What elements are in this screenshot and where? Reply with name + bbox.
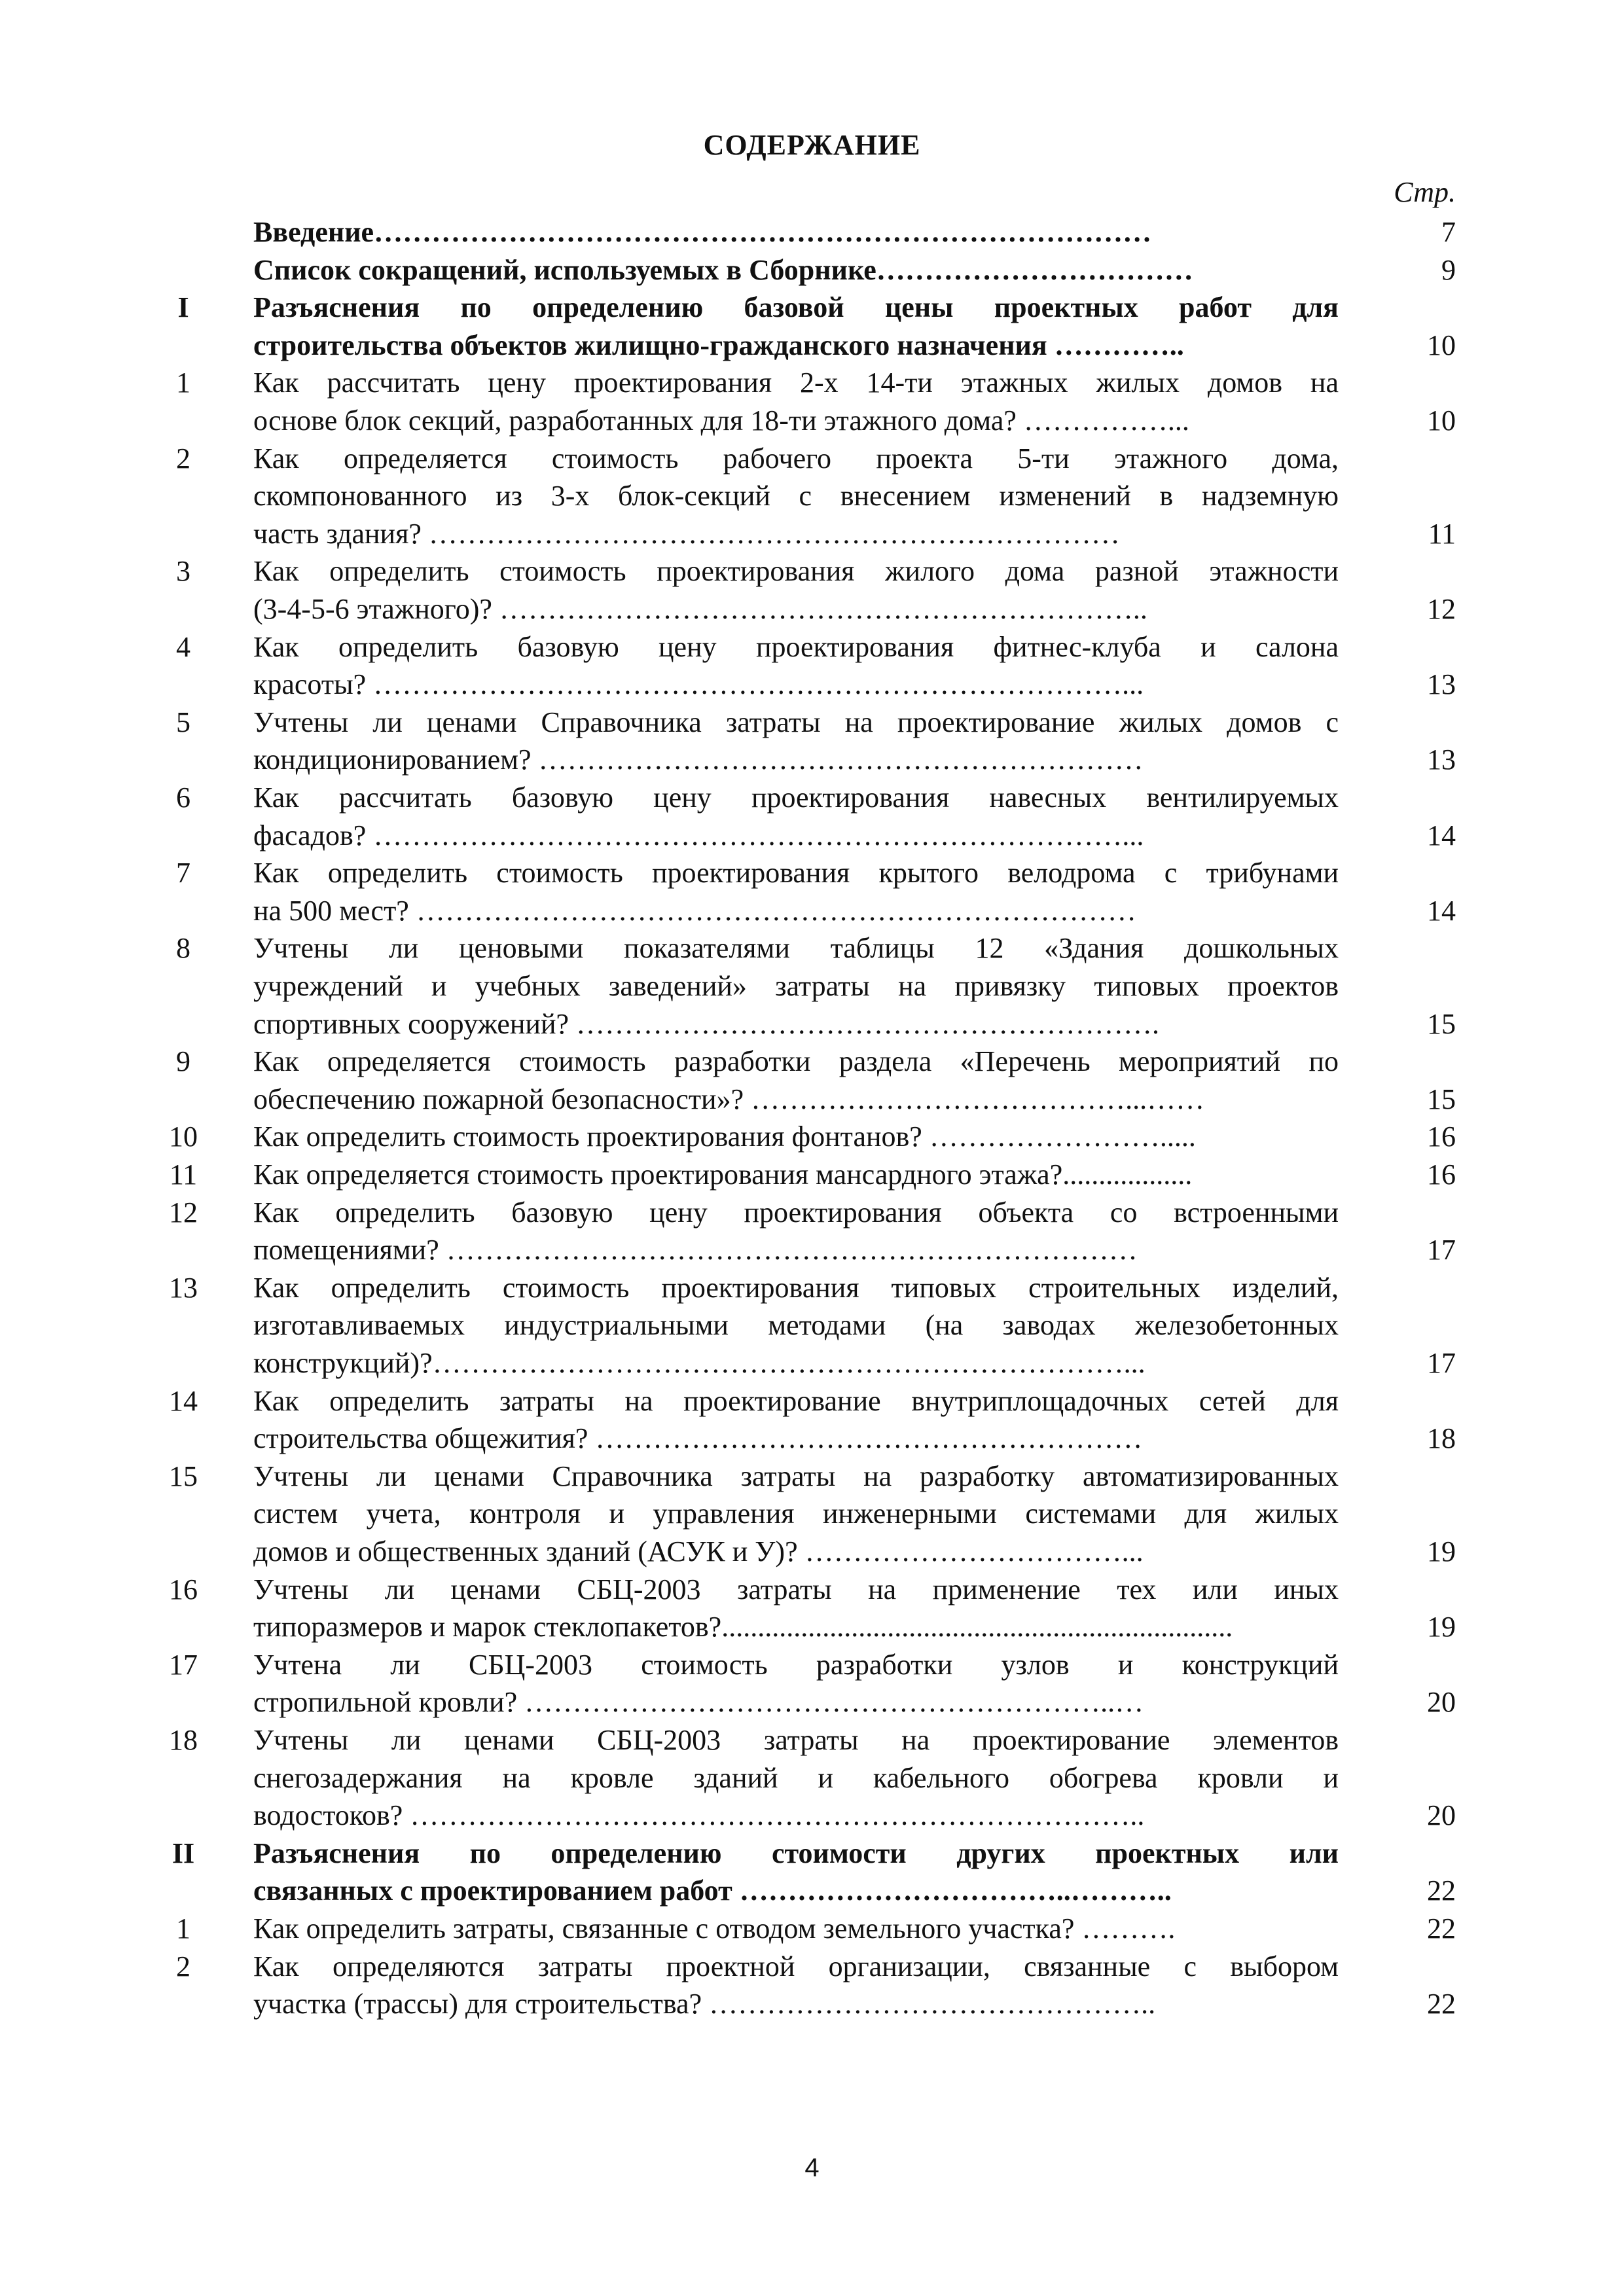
- toc-entry-page: 20: [1427, 1799, 1456, 1832]
- toc-entry: [0, 1646, 1624, 1721]
- toc-entry-line: помещениями? ………………………………………………………………: [253, 1234, 1138, 1266]
- toc-entry: [0, 1043, 1624, 1118]
- toc-entry-line: Список сокращений, используемых в Сборнике……………………………: [253, 253, 1193, 286]
- toc-entry-page: 12: [1427, 592, 1456, 625]
- toc-entry: [0, 1269, 1624, 1382]
- toc-entry: [0, 704, 1624, 779]
- toc-entry-line: связанных с проектированием работ ……………………………..………..: [253, 1874, 1172, 1907]
- toc-entry-line: Как определяются затраты проектной организации, связанные с выбором: [253, 1950, 1339, 1982]
- toc-entry: [0, 628, 1624, 704]
- toc-entry-line: Как определить базовую цену проектирования фитнес-клуба и салона: [253, 630, 1339, 663]
- toc-entry-line: основе блок секций, разработанных для 18-ти этажного дома? ……………...: [253, 404, 1189, 437]
- toc-entry-line: Как определяется стоимость проектирования мансардного этажа?..................: [253, 1158, 1193, 1191]
- toc-entry-line: Как определяется стоимость рабочего проекта 5-ти этажного дома,: [253, 442, 1339, 475]
- toc-entry-line: часть здания? ………………………………………………………………: [253, 517, 1120, 550]
- toc-entry-line: обеспечению пожарной безопасности»? …………………………………...……: [253, 1083, 1205, 1115]
- toc-entry-text: [253, 854, 1339, 929]
- toc-entry-text: [253, 1194, 1339, 1269]
- toc-entry-line: снегозадержания на кровле зданий и кабельного обогрева кровли и: [253, 1761, 1339, 1794]
- toc-entry-line: Как определить стоимость проектирования жилого дома разной этажности: [253, 555, 1339, 588]
- toc-entry-number: I: [177, 291, 189, 324]
- toc-entry-text: [253, 1156, 1339, 1194]
- toc-entry-number: 11: [169, 1158, 198, 1191]
- toc-entry: [0, 1948, 1624, 2023]
- toc-entry: [0, 1571, 1624, 1646]
- toc-entry-line: Как рассчитать базовую цену проектирования навесных вентилируемых: [253, 781, 1339, 814]
- toc-entry-page: 20: [1427, 1686, 1456, 1719]
- toc-entry-text: [253, 1269, 1339, 1382]
- toc-entry-number: 6: [176, 781, 190, 814]
- toc-entry: [0, 364, 1624, 439]
- toc-entry-line: стропильной кровли? ……………………………………………………..…: [253, 1686, 1144, 1719]
- toc-entry-page: 15: [1427, 1007, 1456, 1040]
- toc-entry-line: на 500 мест? …………………………………………………………………: [253, 894, 1136, 927]
- toc-entry-line: фасадов? ……………………………………………………………………...: [253, 819, 1144, 852]
- toc-entry-line: скомпонованного из 3-х блок-секций с внесением изменений в надземную: [253, 480, 1339, 512]
- toc-entry-number: 17: [169, 1648, 198, 1681]
- toc-entry-line: спортивных сооружений? …………………………………………………….: [253, 1007, 1160, 1040]
- toc-entry-number: 16: [169, 1573, 198, 1605]
- toc-entry-line: Учтены ли ценами СБЦ-2003 затраты на применение тех или иных: [253, 1573, 1339, 1605]
- toc-entry-line: Как определить стоимость проектирования типовых строительных изделий,: [253, 1271, 1339, 1304]
- toc-entry-number: 18: [169, 1724, 198, 1756]
- toc-entry-page: 17: [1427, 1346, 1456, 1379]
- toc-entry: [0, 1910, 1624, 1948]
- toc-entry-line: домов и общественных зданий (АСУК и У)? ……………………………...: [253, 1535, 1144, 1568]
- toc-entry-number: 14: [169, 1384, 198, 1417]
- toc-entry-number: 4: [176, 630, 190, 663]
- toc-entry-line: учреждений и учебных заведений» затраты на привязку типовых проектов: [253, 969, 1339, 1002]
- toc-entry: [0, 929, 1624, 1043]
- toc-entry-text: [253, 929, 1339, 1043]
- toc-entry-page: 18: [1427, 1422, 1456, 1455]
- toc-entry-text: [253, 1646, 1339, 1721]
- toc-entry-text: [253, 1118, 1339, 1156]
- page-column-label: Стр.: [1394, 176, 1456, 208]
- toc-entry-text: [253, 289, 1339, 364]
- toc-entry: [0, 779, 1624, 854]
- toc-entry-number: 12: [169, 1196, 198, 1229]
- toc-entry: [0, 854, 1624, 929]
- toc-entry-page: 10: [1427, 329, 1456, 361]
- toc-entry-text: [253, 1043, 1339, 1118]
- toc-entry-line: водостоков? …………………………………………………………………..: [253, 1799, 1145, 1832]
- toc-entry-line: конструкций)?………………………………………………………………...: [253, 1346, 1146, 1379]
- toc-entry-line: строительства общежития? …………………………………………………: [253, 1422, 1143, 1455]
- toc-entry-line: Введение………………………………………………………………………: [253, 216, 1152, 248]
- toc-entry-number: 3: [176, 555, 190, 588]
- toc-entry-line: кондиционированием? ………………………………………………………: [253, 744, 1144, 776]
- toc-entry-line: (3-4-5-6 этажного)? …………………………………………………………..: [253, 592, 1147, 625]
- toc-entry-text: [253, 364, 1339, 439]
- toc-entry-number: 2: [176, 1950, 190, 1982]
- toc-entry-number: II: [171, 1837, 195, 1869]
- toc-entry-page: 16: [1427, 1158, 1456, 1191]
- toc-entry-text: [253, 440, 1339, 553]
- toc-entry-text: [253, 1571, 1339, 1646]
- toc-entry-page: 11: [1428, 517, 1456, 550]
- toc-entry-line: красоты? ……………………………………………………………………...: [253, 668, 1144, 701]
- toc-entry-text: [253, 628, 1339, 704]
- toc-entry-page: 13: [1427, 668, 1456, 701]
- toc-entry-page: 13: [1427, 744, 1456, 776]
- toc-entry-line: строительства объектов жилищно-гражданского назначения …………..: [253, 329, 1184, 361]
- toc-entry: [0, 1721, 1624, 1835]
- toc-entry-line: Как определить стоимость проектирования фонтанов? …………………….....: [253, 1121, 1196, 1153]
- toc-entry-line: Как рассчитать цену проектирования 2-х 14-ти этажных жилых домов на: [253, 367, 1339, 399]
- toc-entry-text: [253, 213, 1339, 251]
- toc-entry-number: 5: [176, 706, 190, 738]
- toc-entry-line: Учтена ли СБЦ-2003 стоимость разработки узлов и конструкций: [253, 1648, 1339, 1681]
- toc-entry-text: [253, 1835, 1339, 1910]
- toc-entry-page: 19: [1427, 1535, 1456, 1568]
- toc-entry: [0, 1835, 1624, 1910]
- toc-entry: [0, 440, 1624, 553]
- toc-entry: [0, 1194, 1624, 1269]
- toc-entry-page: 22: [1427, 1988, 1456, 2020]
- toc-entry-number: 1: [176, 1912, 190, 1945]
- toc-entry-line: Как определить базовую цену проектирования объекта со встроенными: [253, 1196, 1339, 1229]
- page-number: 4: [804, 2153, 820, 2182]
- toc-entry-page: 14: [1427, 894, 1456, 927]
- toc-entry-number: 8: [176, 932, 190, 965]
- toc-entry: [0, 1458, 1624, 1571]
- toc-entry-number: 7: [176, 857, 190, 889]
- toc-entry-line: Учтены ли ценами СБЦ-2003 затраты на проектирование элементов: [253, 1724, 1339, 1756]
- toc-entry-page: 10: [1427, 404, 1456, 437]
- toc-entry: [0, 251, 1624, 289]
- toc-entry-text: [253, 779, 1339, 854]
- toc-entry-page: 14: [1427, 819, 1456, 852]
- toc-entry-line: участка (трассы) для строительства? ………………………………………..: [253, 1988, 1156, 2020]
- toc-entry-line: Учтены ли ценовыми показателями таблицы 12 «Здания дошкольных: [253, 932, 1339, 965]
- toc-entry-number: 9: [176, 1045, 190, 1078]
- toc-entry-line: Как определяется стоимость разработки раздела «Перечень мероприятий по: [253, 1045, 1339, 1078]
- toc-entry-text: [253, 1721, 1339, 1835]
- toc-entry-number: 2: [176, 442, 190, 475]
- toc-entry-line: Учтены ли ценами Справочника затраты на разработку автоматизированных: [253, 1460, 1339, 1492]
- toc-entry-text: [253, 251, 1339, 289]
- toc-entry-line: Разъяснения по определению стоимости других проектных или: [253, 1837, 1339, 1869]
- toc-entry-line: типоразмеров и марок стеклопакетов?.......................................................................: [253, 1611, 1233, 1643]
- toc-entry-page: 16: [1427, 1121, 1456, 1153]
- toc-entry-line: Как определить стоимость проектирования крытого велодрома с трибунами: [253, 857, 1339, 889]
- toc-entry-text: [253, 1910, 1339, 1948]
- toc-entry: [0, 1382, 1624, 1458]
- toc-entry-page: 17: [1427, 1234, 1456, 1266]
- toc-entry-line: Как определить затраты на проектирование внутриплощадочных сетей для: [253, 1384, 1339, 1417]
- toc-entry-line: Разъяснения по определению базовой цены проектных работ для: [253, 291, 1339, 324]
- toc-entry-line: изготавливаемых индустриальными методами (на заводах железобетонных: [253, 1309, 1339, 1342]
- toc-entry-number: 10: [169, 1121, 198, 1153]
- toc-entry: [0, 213, 1624, 251]
- toc-entry: [0, 1118, 1624, 1156]
- toc-entry-text: [253, 1948, 1339, 2023]
- toc-entry-line: Как определить затраты, связанные с отводом земельного участка? ……….: [253, 1912, 1176, 1945]
- toc-entry-text: [253, 552, 1339, 628]
- toc-entry: [0, 552, 1624, 628]
- toc-entry-page: 9: [1441, 253, 1456, 286]
- toc-entry-text: [253, 704, 1339, 779]
- toc-entry-number: 13: [169, 1271, 198, 1304]
- toc-entry-line: систем учета, контроля и управления инженерными системами для жилых: [253, 1498, 1339, 1530]
- toc-entry-line: Учтены ли ценами Справочника затраты на проектирование жилых домов с: [253, 706, 1339, 738]
- toc-entry-text: [253, 1458, 1339, 1571]
- toc-entry-page: 15: [1427, 1083, 1456, 1115]
- page-title: СОДЕРЖАНИЕ: [703, 129, 921, 161]
- toc-entry-page: 19: [1427, 1611, 1456, 1643]
- toc-entry-number: 15: [169, 1460, 198, 1492]
- toc-entry-page: 7: [1441, 216, 1456, 248]
- toc-entry-page: 22: [1427, 1874, 1456, 1907]
- toc-entry: [0, 1156, 1624, 1194]
- toc-entry-text: [253, 1382, 1339, 1458]
- toc-entry: [0, 289, 1624, 364]
- toc-entry-page: 22: [1427, 1912, 1456, 1945]
- toc-entry-number: 1: [176, 367, 190, 399]
